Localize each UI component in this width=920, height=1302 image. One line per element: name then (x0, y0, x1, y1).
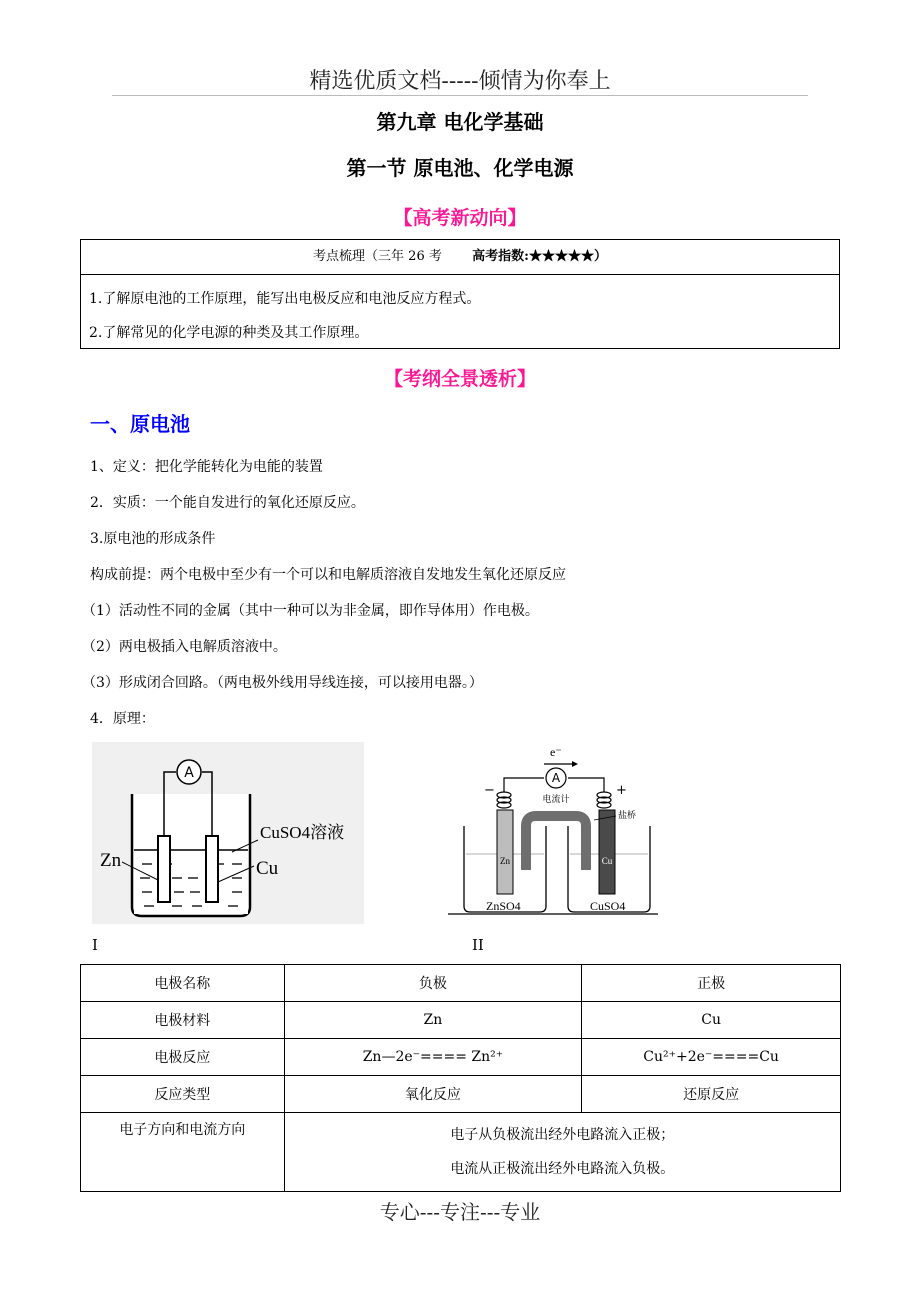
figure2-zn-electrode (497, 810, 513, 894)
table-cell: 电子方向和电流方向 (81, 1113, 285, 1192)
table-header-cell: 电极名称 (81, 965, 285, 1002)
figure1-ammeter-label: A (184, 765, 194, 781)
table-row (81, 1002, 841, 1039)
table-direction-cell (284, 1113, 840, 1192)
figure1-cu-label: Cu (256, 858, 279, 879)
figure-salt-bridge-cell (448, 742, 658, 918)
para-conditions: 3.原电池的形成条件 (90, 531, 216, 547)
figure1-caption: I (92, 936, 98, 954)
figure2-ammeter-symbol: A (551, 771, 561, 785)
figure1-zn-electrode (158, 836, 170, 902)
kaodian-header-prefix: 考点梳理（三年 26 考 (313, 249, 442, 264)
figure2-cu-electrode (599, 810, 615, 894)
page-header-title: 精选优质文档-----倾情为你奉上 (309, 69, 611, 94)
figure-simple-cell (92, 742, 364, 924)
direction-line-current: 电流从正极流出经外电路流入负极。 (450, 1161, 675, 1177)
figure2-right-solution-label: CuSO4 (590, 899, 626, 913)
figure2-left-coil (497, 792, 511, 808)
chapter-title: 第九章 电化学基础 (376, 110, 544, 134)
figure1-solution-label: CuSO4溶液 (260, 823, 345, 842)
kaodian-item-1: 1.了解原电池的工作原理，能写出电极反应和电池反应方程式。 (89, 291, 481, 307)
kaodian-header-index: 高考指数:★★★★★） (472, 249, 607, 264)
para-cond-1: （1）活动性不同的金属（其中一种可以为非金属，即作导体用）作电极。 (82, 603, 539, 619)
figure2-right-coil (597, 792, 611, 808)
table-cell: Cu²⁺+2e⁻====Cu (582, 1039, 841, 1076)
para-cond-3: （3）形成闭合回路。（两电极外线用导线连接，可以接用电器。） (82, 675, 483, 691)
kaodian-box (80, 239, 840, 349)
figure1-solution (134, 850, 248, 914)
figure2-wire-left (504, 778, 544, 792)
kaodian-item-2: 2.了解常见的化学电源的种类及其工作原理。 (89, 325, 369, 341)
figure2-minus: − (484, 783, 495, 798)
table-cell: Cu (582, 1002, 841, 1039)
table-cell: Zn—2e⁻==== Zn²⁺ (284, 1039, 582, 1076)
table-cell: 电极反应 (81, 1039, 285, 1076)
figure2-cu-label: Cu (601, 856, 613, 866)
para-definition: 1、定义：把化学能转化为电能的装置 (90, 459, 323, 475)
table-row (81, 1039, 841, 1076)
table-header-cell: 负极 (284, 965, 582, 1002)
figure1-zn-label: Zn (100, 850, 122, 871)
figure2-left-solution-label: ZnSO4 (486, 899, 521, 913)
electrode-table (80, 964, 841, 1192)
figure2-caption: II (472, 936, 484, 954)
table-header-cell: 正极 (582, 965, 841, 1002)
part1-heading: 一、原电池 (90, 412, 190, 436)
para-premise: 构成前提：两个电极中至少有一个可以和电解质溶液自发地发生氧化还原反应 (90, 567, 566, 583)
para-essence: 2．实质：一个能自发进行的氧化还原反应。 (90, 495, 365, 511)
kaodian-header (81, 240, 839, 275)
section-title: 第一节 原电池、化学电源 (346, 156, 574, 180)
page-footer: 专心---专注---专业 (379, 1200, 541, 1224)
kaogang-heading: 【考纲全景透析】 (383, 368, 536, 390)
figure2-zn-label: Zn (500, 856, 510, 866)
table-cell: 还原反应 (582, 1076, 841, 1113)
figure2-salt-bridge (526, 816, 586, 870)
figure2-electron-label: e⁻ (550, 745, 562, 759)
table-row (81, 1113, 841, 1192)
figure2-ammeter-label: 电流计 (542, 795, 570, 805)
table-row (81, 965, 841, 1002)
para-principle: 4．原理： (90, 711, 155, 727)
figure2-plus: + (616, 783, 627, 798)
gaokao-heading: 【高考新动向】 (393, 207, 527, 229)
table-cell: 氧化反应 (284, 1076, 582, 1113)
figure2-salt-bridge-label: 盐桥 (618, 811, 637, 821)
table-cell: 电极材料 (81, 1002, 285, 1039)
para-cond-2: （2）两电极插入电解质溶液中。 (82, 639, 287, 655)
table-cell: 反应类型 (81, 1076, 285, 1113)
figure2-wire-right (568, 778, 604, 792)
direction-line-electron: 电子从负极流出经外电路流入正极； (450, 1127, 675, 1143)
header-divider (112, 95, 808, 96)
figure1-cu-electrode (206, 836, 218, 902)
table-cell: Zn (284, 1002, 582, 1039)
table-row (81, 1076, 841, 1113)
